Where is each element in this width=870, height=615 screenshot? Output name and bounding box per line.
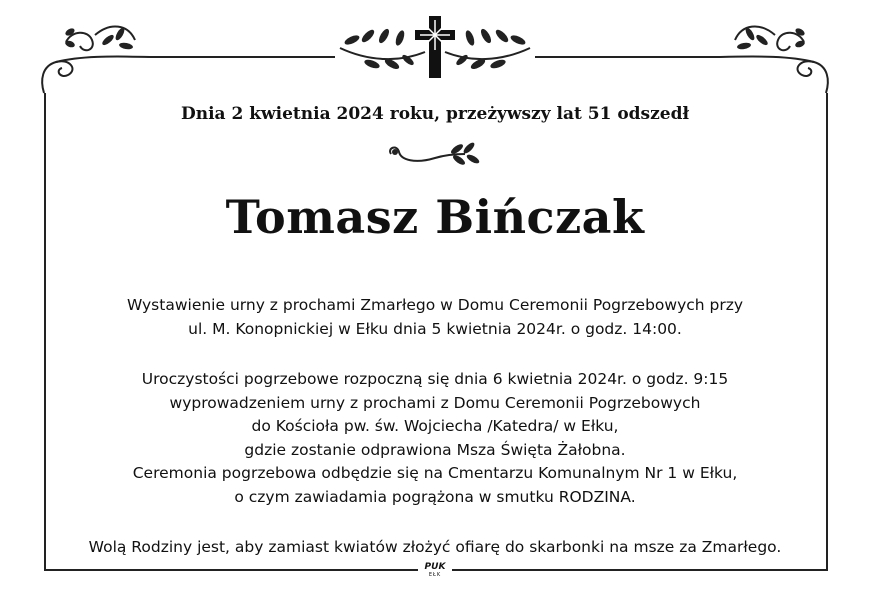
logo-line-1: PUK bbox=[424, 562, 446, 572]
left-leaves-icon bbox=[64, 26, 133, 50]
logo-line-2: EŁK bbox=[428, 572, 442, 578]
deceased-name: Tomasz Bińczak bbox=[225, 190, 645, 244]
small-flourish-divider-icon bbox=[385, 140, 485, 174]
death-announcement-intro: Dnia 2 kwietnia 2024 roku, przeżywszy lat 51 odszedł bbox=[180, 104, 690, 124]
text-line: Wystawienie urny z prochami Zmarłego w Domu Ceremonii Pogrzebowych przy bbox=[126, 296, 744, 314]
text-line: Uroczystości pogrzebowe rozpoczną się dnia 6 kwietnia 2024r. o godz. 9:15 bbox=[141, 370, 729, 388]
text-line: do Kościoła pw. św. Wojciecha /Katedra/ w Ełku, bbox=[251, 417, 619, 435]
text-line: ul. M. Konopnickiej w Ełku dnia 5 kwietnia 2024r. o godz. 14:00. bbox=[188, 319, 682, 338]
right-corner-flourish-icon bbox=[720, 26, 828, 93]
funeral-ceremony-paragraph bbox=[60, 368, 810, 509]
text-line: wyprowadzeniem urny z prochami z Domu Ceremonii Pogrzebowych bbox=[169, 393, 701, 412]
company-logo bbox=[418, 562, 452, 582]
cross-icon bbox=[415, 16, 455, 78]
text-line: o czym zawiadamia pogrążona w smutku RODZINA. bbox=[234, 487, 636, 506]
text-line: Wolą Rodziny jest, aby zamiast kwiatów złożyć ofiarę do skarbonki na msze za Zmarłego. bbox=[88, 538, 782, 556]
text-line: gdzie zostanie odprawiona Msza Święta Żałobna. bbox=[244, 440, 626, 459]
text-line: Ceremonia pogrzebowa odbędzie się na Cmentarzu Komunalnym Nr 1 w Ełku, bbox=[132, 464, 738, 482]
top-ornament bbox=[0, 0, 870, 100]
urn-exhibition-paragraph bbox=[60, 294, 810, 341]
left-corner-flourish-icon bbox=[42, 26, 150, 93]
right-leaves-icon bbox=[737, 26, 806, 50]
family-wish-paragraph bbox=[60, 536, 810, 560]
